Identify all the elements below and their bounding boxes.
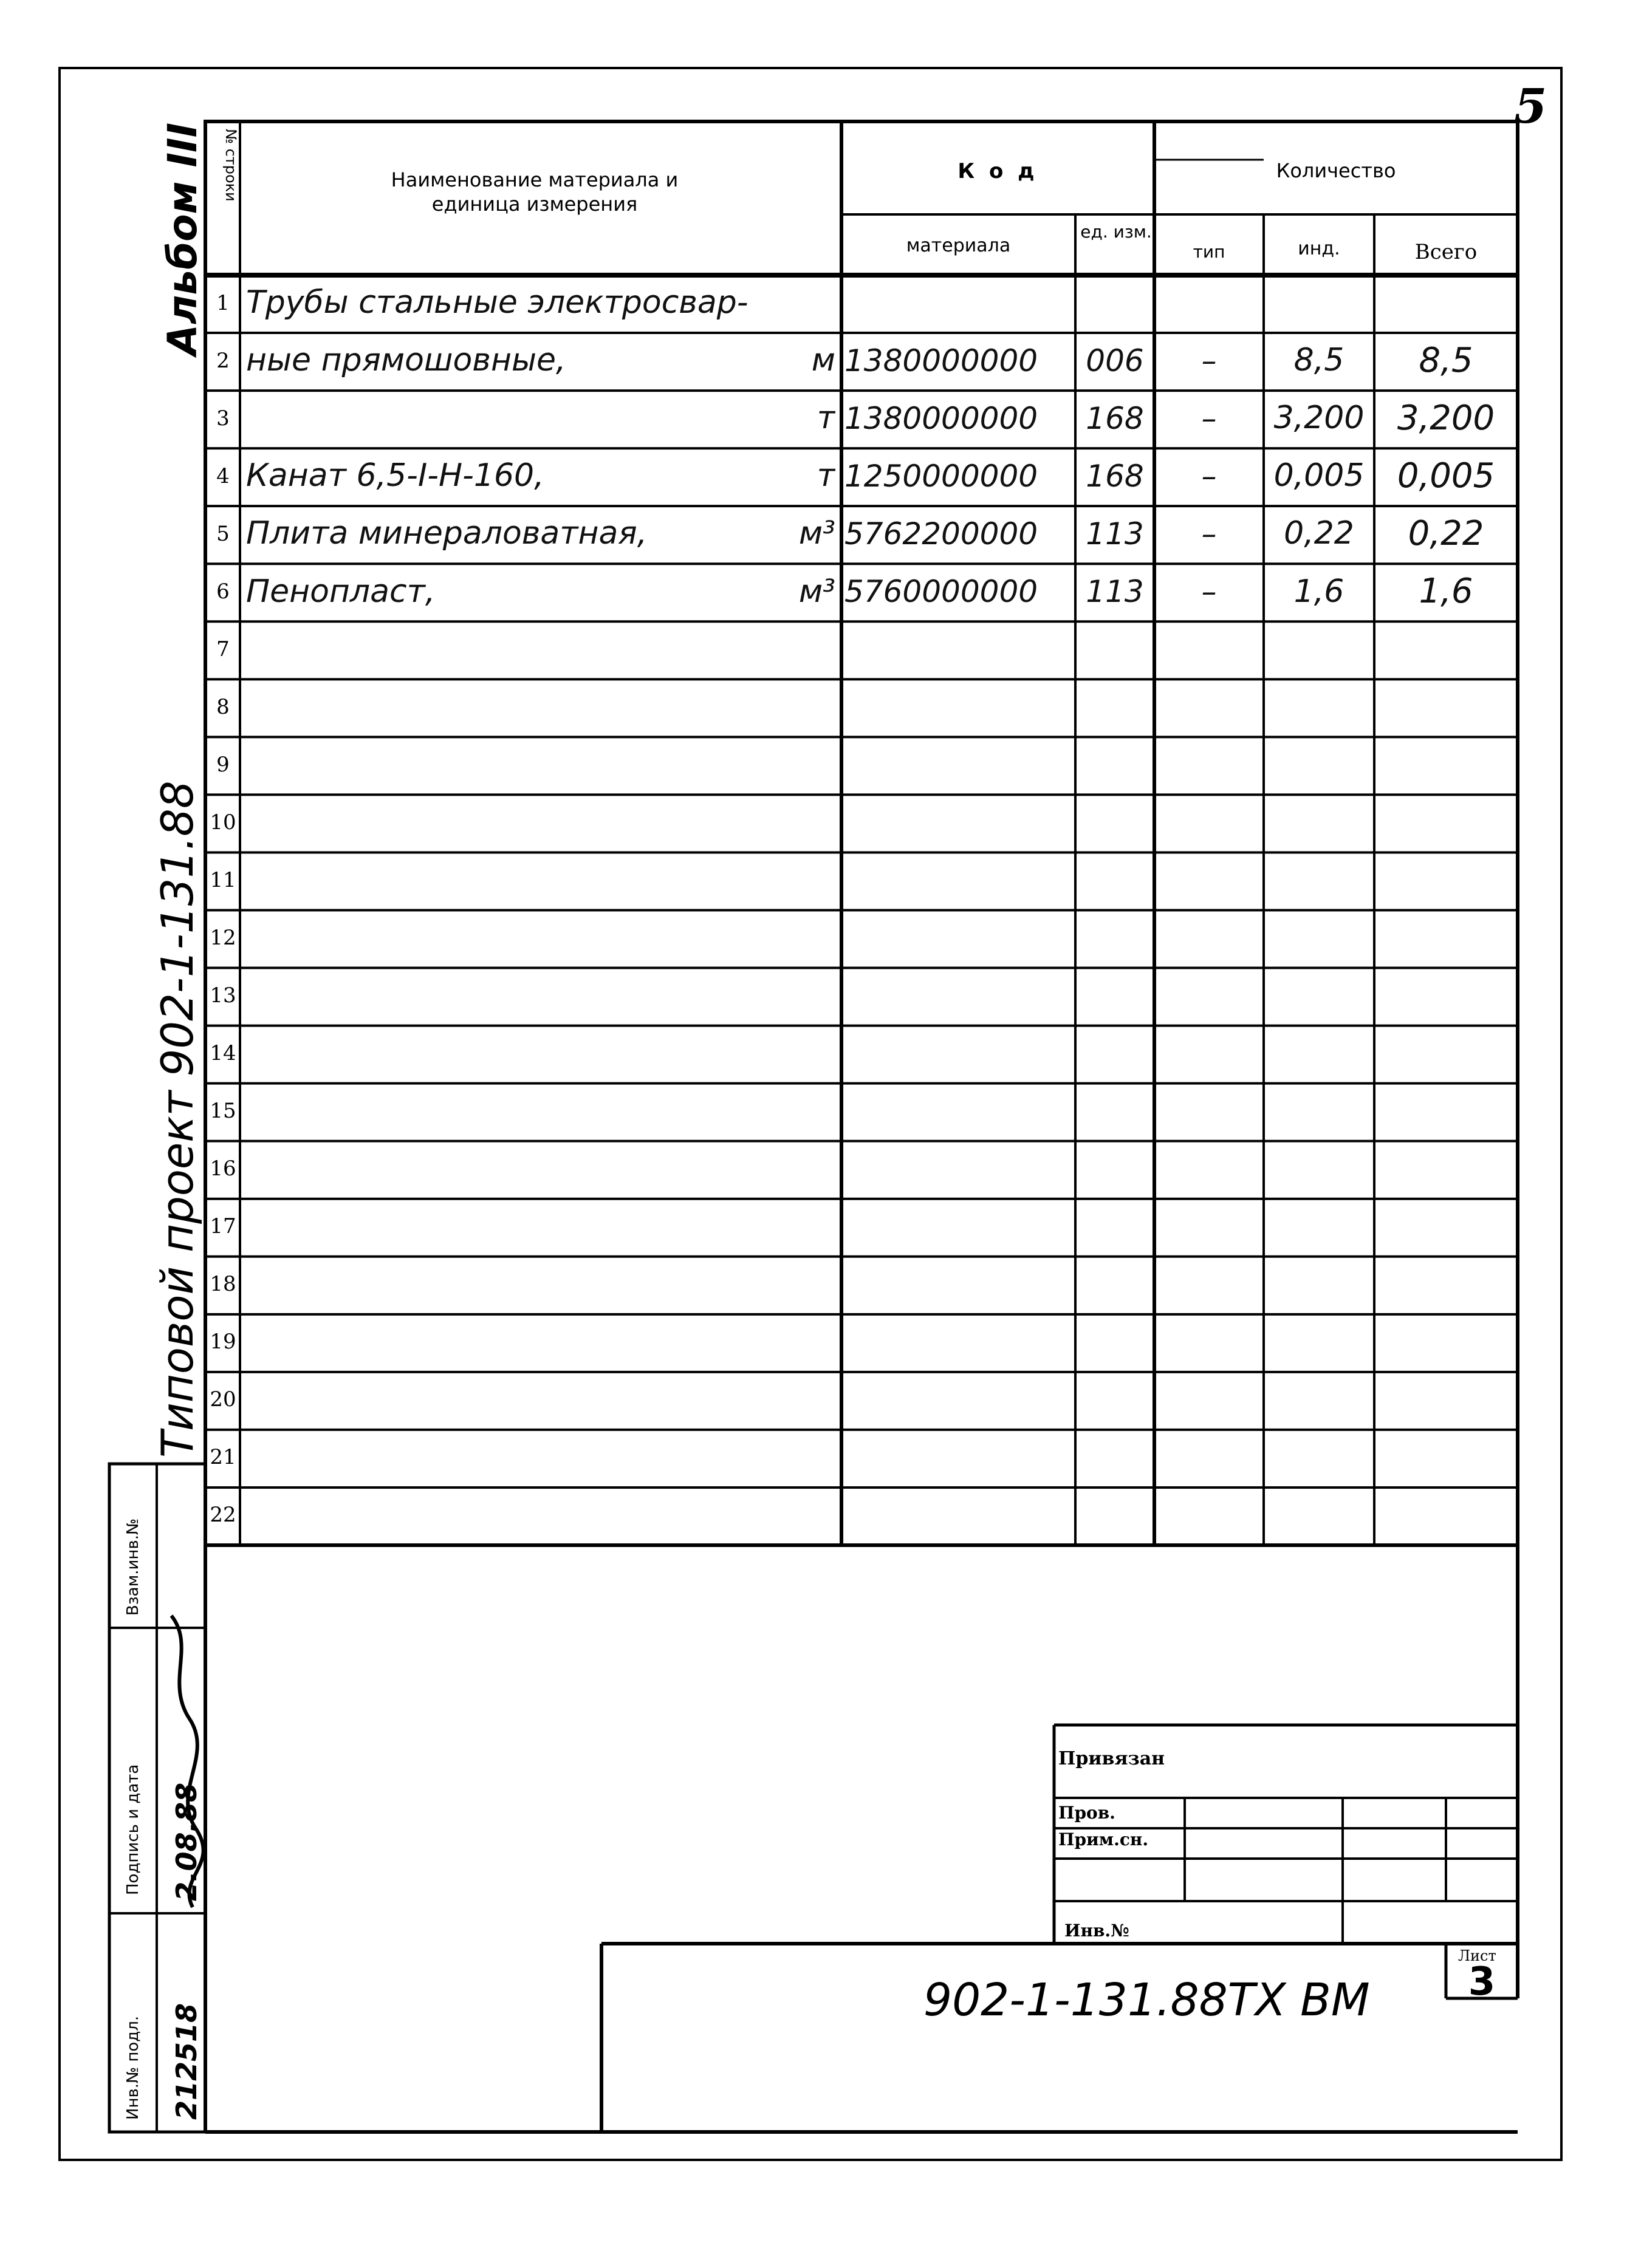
row-number: 6 — [216, 579, 230, 604]
checked-label: Пров. — [1058, 1803, 1115, 1823]
cell-unit-code: 168 — [1086, 458, 1144, 494]
cell-unit: м — [811, 342, 835, 379]
cell-unit-code: 006 — [1086, 343, 1144, 378]
cell-code: 5762200000 — [844, 516, 1038, 552]
cell-ind: 8,5 — [1293, 342, 1344, 379]
row-number: 22 — [210, 1503, 236, 1528]
cell-unit-code: 113 — [1086, 573, 1144, 609]
row-number: 14 — [210, 1041, 236, 1066]
row-number: 10 — [210, 810, 236, 835]
cell-total: 0,005 — [1397, 456, 1495, 496]
row-number: 1 — [216, 290, 230, 315]
row-number: 12 — [210, 926, 236, 951]
cell-ind: 0,005 — [1273, 457, 1365, 494]
row-number: 4 — [216, 463, 230, 488]
cell-name: Плита минераловатная, — [246, 515, 648, 552]
row-number: 3 — [216, 406, 230, 431]
cell-total: 1,6 — [1419, 572, 1473, 612]
cell-unit: т — [817, 457, 835, 494]
header-code-material: материала — [906, 235, 1011, 256]
sign-date-value: 2.08.88 — [170, 1783, 203, 1901]
cell-type: – — [1201, 573, 1217, 609]
sign-date-label: Подпись и дата — [124, 1764, 142, 1895]
header-qty-total: Всего — [1414, 240, 1478, 264]
cell-code: 1380000000 — [844, 400, 1038, 436]
sheet-label: Лист — [1458, 1947, 1496, 1964]
cell-type: – — [1201, 343, 1217, 378]
cell-ind: 1,6 — [1293, 573, 1344, 610]
row-number: 2 — [216, 348, 230, 373]
cell-ind: 3,200 — [1273, 400, 1365, 437]
cell-total: 8,5 — [1419, 340, 1473, 380]
row-number: 9 — [216, 752, 230, 777]
page-number: 5 — [1514, 79, 1547, 134]
cell-total: 3,200 — [1397, 398, 1495, 438]
header-material-name: Наименование материала и единица измерения — [391, 168, 679, 216]
row-number: 5 — [216, 521, 230, 546]
inv-no-block-label: Инв.№ — [1064, 1921, 1129, 1941]
header-row-no: № строки — [222, 129, 239, 202]
header-qty-type: тип — [1193, 242, 1225, 262]
row-number: 21 — [210, 1445, 236, 1470]
header-quantity: Количество — [1276, 159, 1396, 182]
row-number: 16 — [210, 1156, 236, 1181]
row-number: 8 — [216, 694, 230, 719]
row-number: 18 — [210, 1272, 236, 1297]
cell-code: 5760000000 — [844, 573, 1038, 609]
cell-name: Трубы стальные электросвар- — [246, 284, 748, 321]
cell-type: – — [1201, 458, 1217, 494]
cell-unit: м³ — [798, 515, 835, 552]
cell-code: 1380000000 — [844, 343, 1038, 378]
album-title: Альбом III — [159, 122, 206, 355]
row-number: 13 — [210, 983, 236, 1008]
header-qty-ind: инд. — [1298, 238, 1340, 259]
cell-unit-code: 168 — [1086, 400, 1144, 436]
cell-unit: т — [817, 400, 835, 437]
cell-type: – — [1201, 516, 1217, 552]
accepted-label: Прим.сн. — [1058, 1829, 1149, 1850]
document-code: 902-1-131.88ТХ ВМ — [923, 1974, 1370, 2026]
row-number: 15 — [210, 1099, 236, 1124]
row-number: 20 — [210, 1387, 236, 1412]
project-title: Типовой проект 902-1-131.88 — [152, 780, 203, 1458]
row-number: 7 — [216, 637, 230, 661]
row-number: 17 — [210, 1214, 236, 1239]
inv-no-value: 212518 — [170, 2003, 203, 2120]
cell-name: Канат 6,5-I-Н-160, — [246, 457, 544, 494]
cell-type: – — [1201, 400, 1217, 436]
cell-name: ные прямошовные, — [246, 342, 566, 379]
replace-inv-label: Взам.инв.№ — [124, 1518, 142, 1616]
row-number: 19 — [210, 1330, 236, 1354]
sheet-number: 3 — [1468, 1959, 1496, 2004]
header-code: К о д — [957, 159, 1038, 183]
header-code-unit: ед. изм. — [1080, 222, 1152, 242]
attached-label: Привязан — [1058, 1748, 1165, 1769]
cell-total: 0,22 — [1408, 513, 1484, 553]
cell-unit-code: 113 — [1086, 516, 1144, 552]
row-number: 11 — [210, 867, 236, 892]
cell-code: 1250000000 — [844, 458, 1038, 494]
inv-no-label: Инв.№ подл. — [124, 2015, 142, 2120]
cell-unit: м³ — [798, 573, 835, 610]
cell-ind: 0,22 — [1284, 515, 1354, 552]
cell-name: Пенопласт, — [246, 573, 436, 610]
